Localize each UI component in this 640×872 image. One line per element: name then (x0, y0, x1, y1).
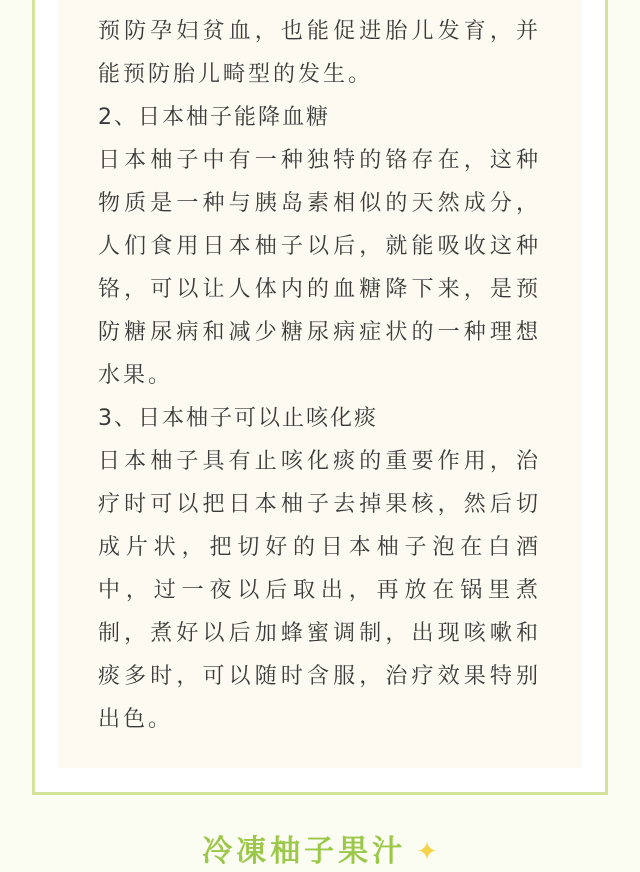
star-icon: ✦ (416, 837, 438, 867)
section-heading-3: 3、日本柚子可以止咳化痰 (98, 406, 378, 431)
section-body-2: 日本柚子中有一种独特的铬存在，这种物质是一种与胰岛素相似的天然成分，人们食用日本柚子以后，就能吸收这种铬，可以让人体内的血糖降下来，是预防糖尿病和减少糖尿病症状的一种理想水果。 (98, 148, 541, 388)
article-content (98, 10, 541, 741)
intro-paragraph: 预防孕妇贫血，也能促进胎儿发育，并能预防胎儿畸型的发生。 (98, 19, 541, 87)
section-heading-2: 2、日本柚子能降血糖 (98, 105, 330, 130)
section-body-3: 日本柚子具有止咳化痰的重要作用，治疗时可以把日本柚子去掉果核，然后切成片状，把切好的日本柚子泡在白酒中，过一夜以后取出，再放在锅里煮制，煮好以后加蜂蜜调制，出现咳嗽和痰多时，可以随时含服，治疗效果特别出色。 (98, 449, 541, 732)
next-section-title: 冷凍柚子果汁 (202, 834, 407, 869)
next-section-header (0, 832, 640, 872)
